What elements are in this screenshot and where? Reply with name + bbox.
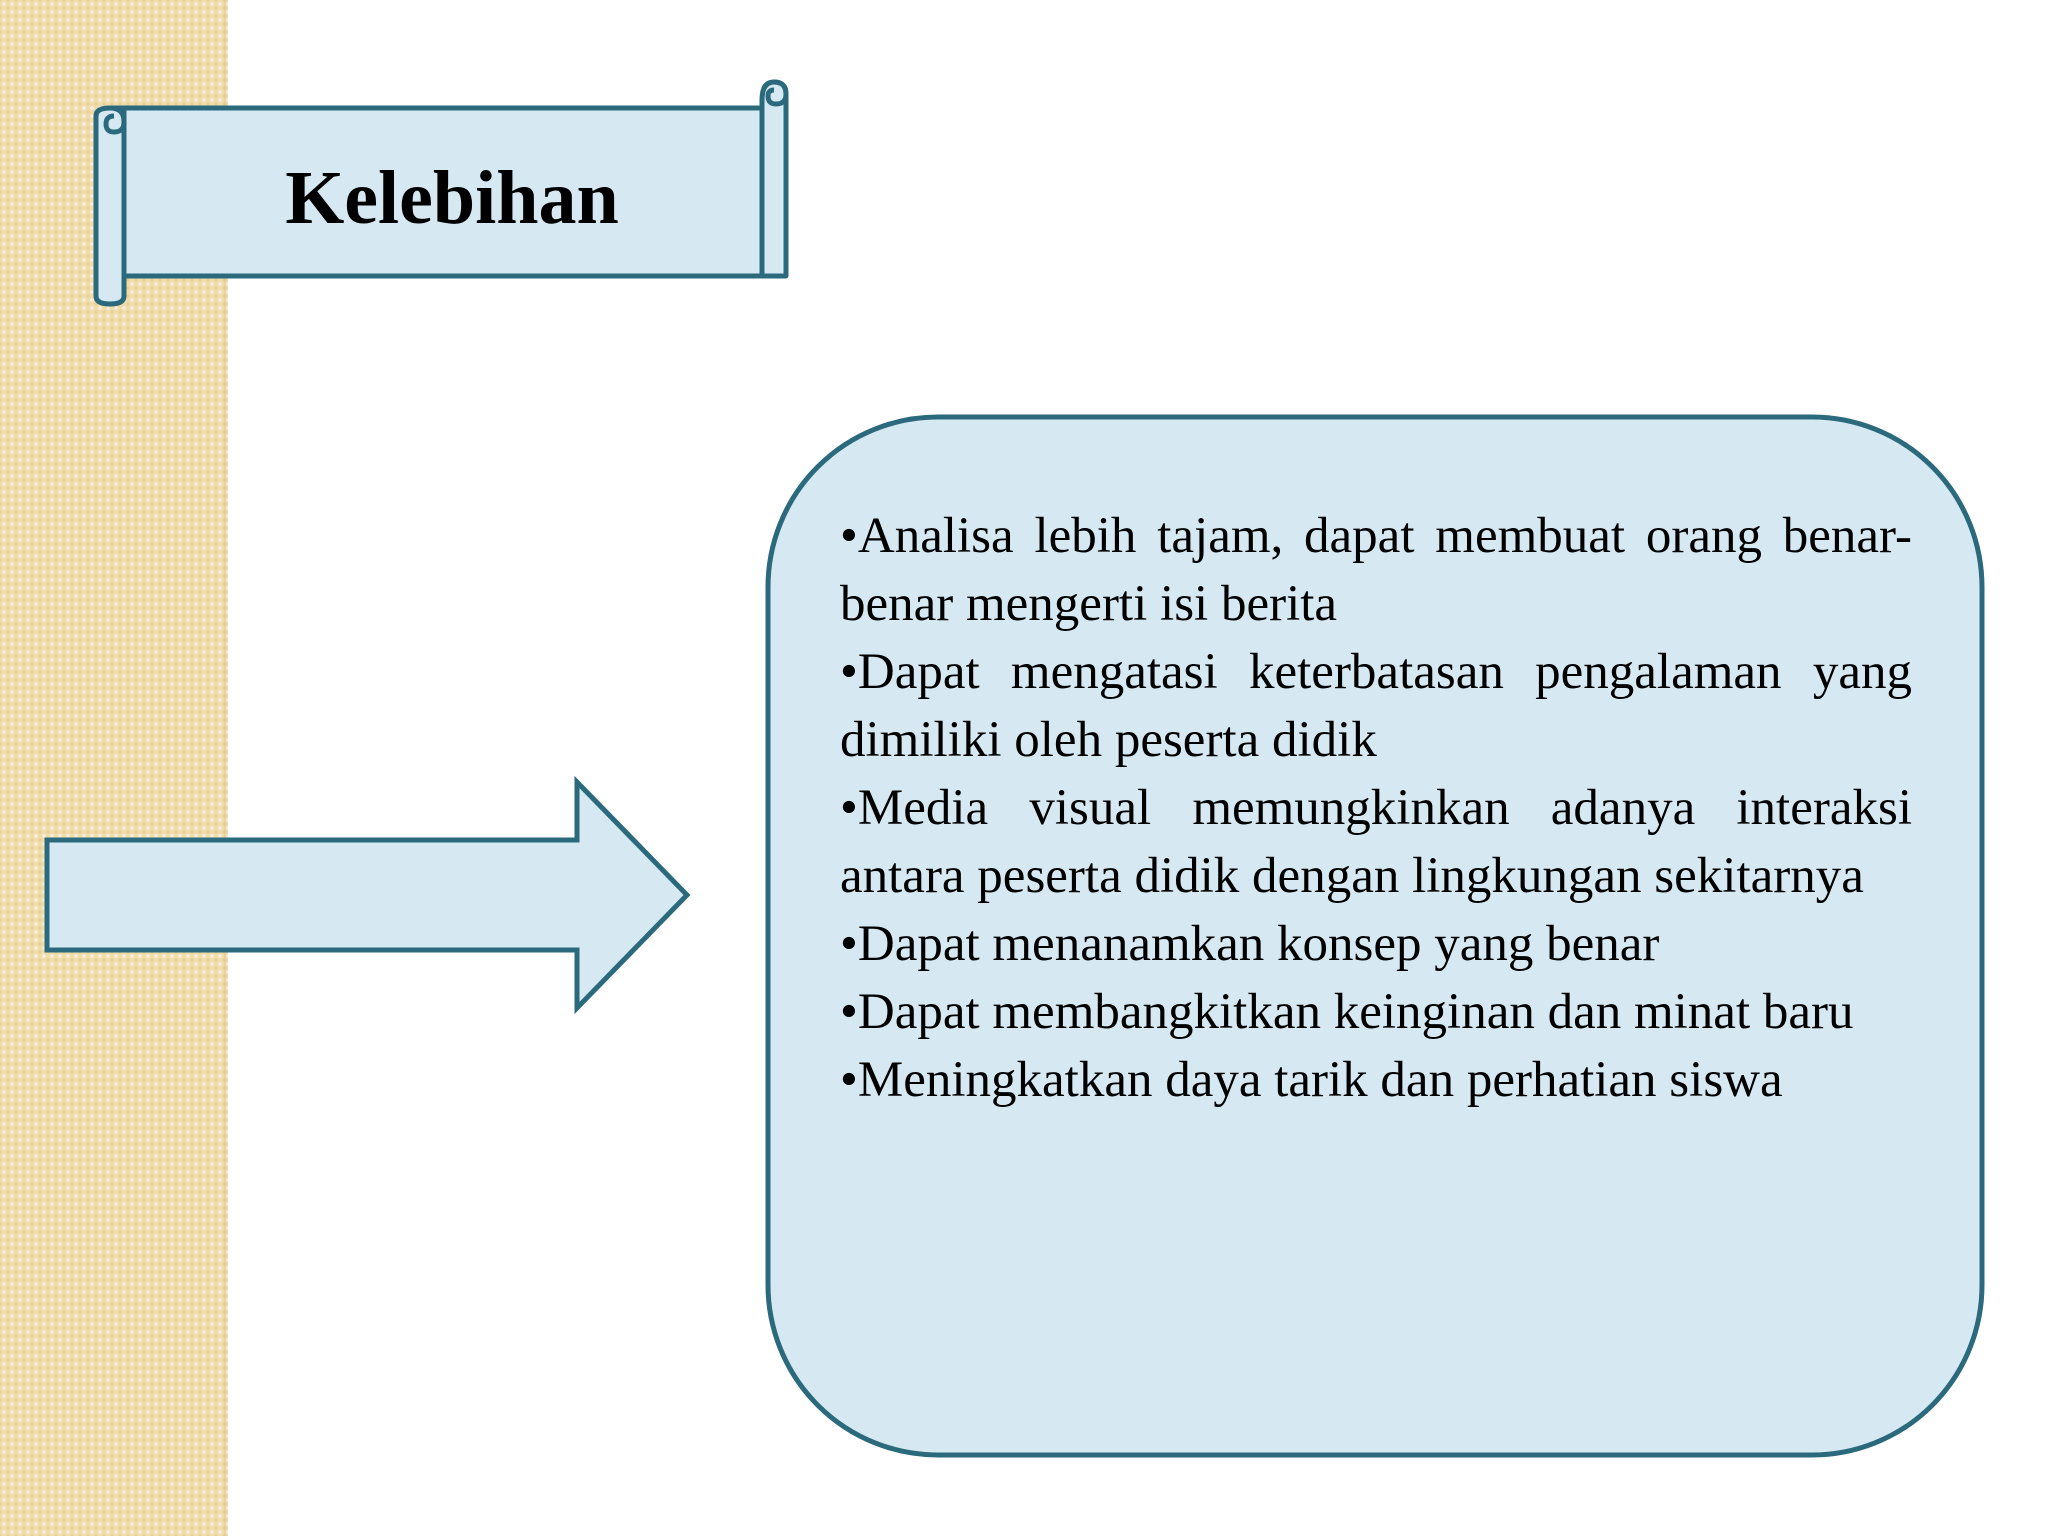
list-item-text: Meningkatkan daya tarik dan perhatian siswa (857, 1052, 1783, 1108)
advantages-list (840, 502, 1912, 1114)
list-item (840, 502, 1912, 638)
list-item (840, 1046, 1912, 1114)
bullet-icon: • (840, 780, 858, 836)
list-item (840, 978, 1912, 1046)
bullet-icon: • (840, 1052, 858, 1108)
list-item (840, 774, 1912, 910)
list-item-text: Analisa lebih tajam, dapat membuat orang benar-benar mengerti isi berita (840, 508, 1912, 632)
bullet-icon: • (840, 508, 858, 564)
list-item-text: Dapat menanamkan konsep yang benar (857, 916, 1660, 972)
list-item-text: Dapat membangkitkan keinginan dan minat baru (857, 984, 1854, 1040)
list-item-text: Media visual memungkinkan adanya interaksi antara peserta didik dengan lingkungan sekitarnya (840, 780, 1912, 904)
list-item (840, 910, 1912, 978)
list-item-text: Dapat mengatasi keterbatasan pengalaman yang dimiliki oleh peserta didik (840, 644, 1912, 768)
bullet-icon: • (840, 984, 858, 1040)
slide-title: Kelebihan (285, 156, 619, 240)
bullet-icon: • (840, 644, 858, 700)
list-item (840, 638, 1912, 774)
bullet-icon: • (840, 916, 858, 972)
right-arrow-shape (47, 782, 687, 1008)
